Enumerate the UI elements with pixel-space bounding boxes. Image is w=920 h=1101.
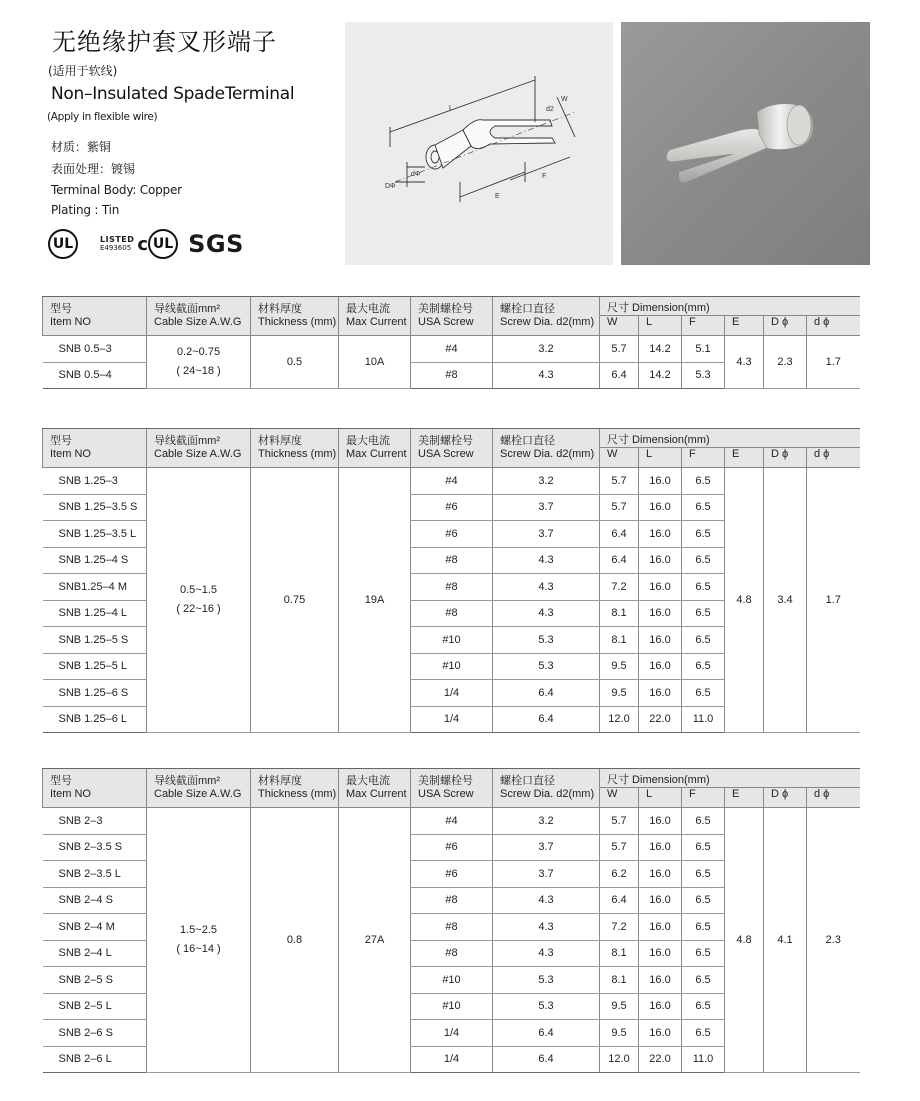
header-thickness-cn: 材料厚度 <box>251 769 339 788</box>
dim-l: 16.0 <box>639 940 682 967</box>
screw-dia: 3.7 <box>493 494 600 521</box>
header-dphi: d ϕ <box>807 788 860 808</box>
dim-f: 6.5 <box>682 1020 725 1047</box>
drawing-label-d2: d2 <box>546 106 554 113</box>
screw-dia: 3.2 <box>493 468 600 495</box>
dim-f: 6.5 <box>682 834 725 861</box>
usa-screw: #8 <box>411 887 493 914</box>
dim-f: 11.0 <box>682 1046 725 1073</box>
header-current-en: Max Current <box>339 316 411 336</box>
header-dphi: d ϕ <box>807 316 860 336</box>
screw-dia: 3.7 <box>493 861 600 888</box>
dim-l: 16.0 <box>639 600 682 627</box>
usa-screw: #8 <box>411 547 493 574</box>
usa-screw: #4 <box>411 468 493 495</box>
screw-dia: 4.3 <box>493 600 600 627</box>
header-model-en: Item NO <box>43 448 147 468</box>
dim-l: 16.0 <box>639 468 682 495</box>
header-e: E <box>725 788 764 808</box>
screw-dia: 5.3 <box>493 653 600 680</box>
header-screw-en: USA Screw <box>411 316 493 336</box>
header-dia-en: Screw Dia. d2(mm) <box>493 788 600 808</box>
header-model-cn: 型号 <box>43 769 147 788</box>
header-w: W <box>600 448 639 468</box>
cable-awg: ( 16~14 ) <box>176 943 221 955</box>
usa-screw: #8 <box>411 362 493 389</box>
dim-w: 5.7 <box>600 834 639 861</box>
dim-f: 6.5 <box>682 574 725 601</box>
dim-l: 16.0 <box>639 1020 682 1047</box>
spec-table-0.5 <box>42 296 860 389</box>
dim-l: 16.0 <box>639 680 682 707</box>
header-dimension: 尺寸 Dimension(mm) <box>600 769 860 788</box>
header-big-dphi: D ϕ <box>764 448 807 468</box>
item-no: SNB 1.25–5 S <box>43 627 147 654</box>
screw-dia: 5.3 <box>493 967 600 994</box>
drawing-label-dphi: dΦ <box>411 171 421 178</box>
usa-screw: #10 <box>411 653 493 680</box>
screw-dia: 4.3 <box>493 362 600 389</box>
header-model-en: Item NO <box>43 788 147 808</box>
header-model-cn: 型号 <box>43 429 147 448</box>
header-cable-cn: 导线截面mm² <box>147 297 251 316</box>
header-current-en: Max Current <box>339 788 411 808</box>
item-no: SNB 0.5–4 <box>43 362 147 389</box>
header-cable-cn: 导线截面mm² <box>147 769 251 788</box>
screw-dia: 6.4 <box>493 680 600 707</box>
dim-dphi: 1.7 <box>807 468 860 733</box>
dim-dphi: 1.7 <box>807 336 860 389</box>
dim-l: 16.0 <box>639 653 682 680</box>
sgs-logo: SGS <box>188 230 244 258</box>
item-no: SNB 2–3 <box>43 808 147 835</box>
header-dia-cn: 螺栓口直径 <box>493 769 600 788</box>
dim-w: 12.0 <box>600 706 639 733</box>
usa-screw: 1/4 <box>411 1046 493 1073</box>
drawing-label-e: E <box>495 193 500 200</box>
item-no: SNB 1.25–3.5 L <box>43 521 147 548</box>
screw-dia: 5.3 <box>493 627 600 654</box>
header-thickness-en: Thickness (mm) <box>251 788 339 808</box>
ul-listed-label: LISTED E493605 <box>100 235 135 252</box>
header-thickness-en: Thickness (mm) <box>251 448 339 468</box>
header-screw-cn: 美制螺栓号 <box>411 769 493 788</box>
dim-l: 16.0 <box>639 967 682 994</box>
dim-f: 5.3 <box>682 362 725 389</box>
cable-size <box>147 808 251 1073</box>
header-cable-en: Cable Size A.W.G <box>147 316 251 336</box>
cable-awg: ( 22~16 ) <box>176 603 221 615</box>
material-en: Terminal Body: Copper <box>51 183 182 197</box>
max-current: 19A <box>339 468 411 733</box>
item-no: SNB 1.25–4 S <box>43 547 147 574</box>
usa-screw: 1/4 <box>411 706 493 733</box>
header-screw-cn: 美制螺栓号 <box>411 429 493 448</box>
screw-dia: 3.7 <box>493 521 600 548</box>
item-no: SNB 1.25–4 L <box>43 600 147 627</box>
dim-w: 9.5 <box>600 653 639 680</box>
usa-screw: #8 <box>411 940 493 967</box>
header-dimension: 尺寸 Dimension(mm) <box>600 297 860 316</box>
header-big-dphi: D ϕ <box>764 316 807 336</box>
drawing-label-f: F <box>542 173 547 180</box>
max-current: 10A <box>339 336 411 389</box>
item-no: SNB1.25–4 M <box>43 574 147 601</box>
spade-terminal-photo <box>621 22 870 265</box>
item-no: SNB 2–4 S <box>43 887 147 914</box>
header-thickness-en: Thickness (mm) <box>251 316 339 336</box>
usa-screw: #6 <box>411 521 493 548</box>
cable-mm2: 0.2~0.75 <box>176 346 221 358</box>
usa-screw: 1/4 <box>411 680 493 707</box>
dim-f: 6.5 <box>682 940 725 967</box>
dim-w: 7.2 <box>600 574 639 601</box>
usa-screw: #6 <box>411 494 493 521</box>
product-photo <box>621 22 870 265</box>
thickness: 0.75 <box>251 468 339 733</box>
dim-l: 16.0 <box>639 494 682 521</box>
usa-screw: #10 <box>411 993 493 1020</box>
dim-w: 6.4 <box>600 521 639 548</box>
header-thickness-cn: 材料厚度 <box>251 429 339 448</box>
dim-w: 6.4 <box>600 362 639 389</box>
header-screw-en: USA Screw <box>411 788 493 808</box>
dim-w: 6.4 <box>600 887 639 914</box>
technical-drawing <box>345 22 613 265</box>
screw-dia: 5.3 <box>493 993 600 1020</box>
drawing-label-w: W <box>561 96 568 103</box>
dim-f: 6.5 <box>682 600 725 627</box>
dim-l: 16.0 <box>639 993 682 1020</box>
dim-big-dphi: 2.3 <box>764 336 807 389</box>
item-no: SNB 0.5–3 <box>43 336 147 363</box>
dim-f: 6.5 <box>682 627 725 654</box>
dim-w: 5.7 <box>600 808 639 835</box>
header-f: F <box>682 448 725 468</box>
material-cn: 材质：紫铜 <box>51 140 112 154</box>
item-no: SNB 2–4 L <box>43 940 147 967</box>
usa-screw: #10 <box>411 967 493 994</box>
screw-dia: 4.3 <box>493 940 600 967</box>
max-current: 27A <box>339 808 411 1073</box>
screw-dia: 3.7 <box>493 834 600 861</box>
dim-w: 5.7 <box>600 468 639 495</box>
header-dia-en: Screw Dia. d2(mm) <box>493 316 600 336</box>
table-row <box>43 336 860 363</box>
dim-l: 16.0 <box>639 914 682 941</box>
usa-screw: #6 <box>411 834 493 861</box>
screw-dia: 4.3 <box>493 887 600 914</box>
header-l: L <box>639 788 682 808</box>
dim-l: 22.0 <box>639 706 682 733</box>
screw-dia: 6.4 <box>493 1020 600 1047</box>
screw-dia: 4.3 <box>493 914 600 941</box>
dim-e: 4.3 <box>725 336 764 389</box>
table-row <box>43 808 860 835</box>
header-dia-cn: 螺栓口直径 <box>493 429 600 448</box>
header-model-en: Item NO <box>43 316 147 336</box>
header-cable-en: Cable Size A.W.G <box>147 448 251 468</box>
usa-screw: #4 <box>411 336 493 363</box>
header-screw-en: USA Screw <box>411 448 493 468</box>
usa-screw: #8 <box>411 574 493 601</box>
dim-f: 6.5 <box>682 993 725 1020</box>
cable-mm2: 1.5~2.5 <box>179 924 217 936</box>
dim-l: 16.0 <box>639 574 682 601</box>
dim-l: 22.0 <box>639 1046 682 1073</box>
header-f: F <box>682 316 725 336</box>
dim-l: 14.2 <box>639 336 682 363</box>
header-w: W <box>600 316 639 336</box>
item-no: SNB 2–4 M <box>43 914 147 941</box>
screw-dia: 6.4 <box>493 706 600 733</box>
dim-f: 6.5 <box>682 914 725 941</box>
dim-l: 16.0 <box>639 808 682 835</box>
header-model-cn: 型号 <box>43 297 147 316</box>
dim-e: 4.8 <box>725 468 764 733</box>
product-title-en: Non–Insulated SpadeTerminal <box>51 84 295 104</box>
cable-size <box>147 336 251 389</box>
c-ul-logo: UL <box>148 229 178 259</box>
usa-screw: #8 <box>411 600 493 627</box>
product-subtitle-en: (Apply in flexible wire) <box>47 111 158 123</box>
item-no: SNB 1.25–6 S <box>43 680 147 707</box>
dim-f: 6.5 <box>682 468 725 495</box>
thickness: 0.5 <box>251 336 339 389</box>
header-f: F <box>682 788 725 808</box>
item-no: SNB 1.25–3.5 S <box>43 494 147 521</box>
dim-f: 11.0 <box>682 706 725 733</box>
item-no: SNB 1.25–3 <box>43 468 147 495</box>
header-l: L <box>639 316 682 336</box>
dim-l: 16.0 <box>639 521 682 548</box>
header-current-en: Max Current <box>339 448 411 468</box>
dim-w: 9.5 <box>600 680 639 707</box>
dim-f: 6.5 <box>682 887 725 914</box>
table-row <box>43 468 860 495</box>
dim-l: 16.0 <box>639 627 682 654</box>
dim-l: 16.0 <box>639 887 682 914</box>
dim-w: 12.0 <box>600 1046 639 1073</box>
dim-w: 7.2 <box>600 914 639 941</box>
dim-f: 6.5 <box>682 653 725 680</box>
cable-awg: ( 24~18 ) <box>176 365 221 377</box>
dim-f: 6.5 <box>682 967 725 994</box>
screw-dia: 6.4 <box>493 1046 600 1073</box>
usa-screw: #8 <box>411 914 493 941</box>
item-no: SNB 2–3.5 L <box>43 861 147 888</box>
item-no: SNB 2–6 S <box>43 1020 147 1047</box>
dim-w: 8.1 <box>600 940 639 967</box>
cable-mm2: 0.5~1.5 <box>179 584 217 596</box>
item-no: SNB 1.25–5 L <box>43 653 147 680</box>
product-title-cn: 无绝缘护套叉形端子 <box>52 28 277 56</box>
screw-dia: 4.3 <box>493 574 600 601</box>
item-no: SNB 2–3.5 S <box>43 834 147 861</box>
dim-l: 16.0 <box>639 861 682 888</box>
dim-e: 4.8 <box>725 808 764 1073</box>
header-dimension: 尺寸 Dimension(mm) <box>600 429 860 448</box>
dim-w: 5.7 <box>600 494 639 521</box>
dim-f: 6.5 <box>682 808 725 835</box>
screw-dia: 3.2 <box>493 336 600 363</box>
header-current-cn: 最大电流 <box>339 297 411 316</box>
dim-w: 8.1 <box>600 600 639 627</box>
dim-f: 6.5 <box>682 521 725 548</box>
cable-size <box>147 468 251 733</box>
usa-screw: #6 <box>411 861 493 888</box>
dim-l: 14.2 <box>639 362 682 389</box>
header-l: L <box>639 448 682 468</box>
dim-l: 16.0 <box>639 547 682 574</box>
header-current-cn: 最大电流 <box>339 769 411 788</box>
screw-dia: 4.3 <box>493 547 600 574</box>
spec-table-1.25 <box>42 428 860 733</box>
header-big-dphi: D ϕ <box>764 788 807 808</box>
drawing-label-big-dphi: DΦ <box>385 183 396 190</box>
item-no: SNB 1.25–6 L <box>43 706 147 733</box>
header-w: W <box>600 788 639 808</box>
dim-w: 8.1 <box>600 967 639 994</box>
product-subtitle-cn: (适用于软线) <box>48 64 118 78</box>
dim-f: 6.5 <box>682 547 725 574</box>
dim-w: 8.1 <box>600 627 639 654</box>
usa-screw: #4 <box>411 808 493 835</box>
item-no: SNB 2–6 L <box>43 1046 147 1073</box>
ul-logo: UL <box>48 229 78 259</box>
header-thickness-cn: 材料厚度 <box>251 297 339 316</box>
item-no: SNB 2–5 L <box>43 993 147 1020</box>
dim-big-dphi: 3.4 <box>764 468 807 733</box>
item-no: SNB 2–5 S <box>43 967 147 994</box>
header-e: E <box>725 448 764 468</box>
dim-dphi: 2.3 <box>807 808 860 1073</box>
dim-w: 9.5 <box>600 993 639 1020</box>
header-dphi: d ϕ <box>807 448 860 468</box>
spec-table-2 <box>42 768 860 1073</box>
header-dia-cn: 螺栓口直径 <box>493 297 600 316</box>
screw-dia: 3.2 <box>493 808 600 835</box>
spade-terminal-drawing <box>345 22 613 265</box>
certification-logos <box>48 226 244 262</box>
usa-screw: 1/4 <box>411 1020 493 1047</box>
header-current-cn: 最大电流 <box>339 429 411 448</box>
thickness: 0.8 <box>251 808 339 1073</box>
header-e: E <box>725 316 764 336</box>
header-screw-cn: 美制螺栓号 <box>411 297 493 316</box>
header-cable-cn: 导线截面mm² <box>147 429 251 448</box>
plating-en: Plating : Tin <box>51 203 120 217</box>
dim-w: 5.7 <box>600 336 639 363</box>
plating-cn: 表面处理：镀锡 <box>51 162 136 176</box>
dim-w: 6.4 <box>600 547 639 574</box>
dim-big-dphi: 4.1 <box>764 808 807 1073</box>
header-cable-en: Cable Size A.W.G <box>147 788 251 808</box>
header-dia-en: Screw Dia. d2(mm) <box>493 448 600 468</box>
dim-w: 6.2 <box>600 861 639 888</box>
dim-l: 16.0 <box>639 834 682 861</box>
drawing-label-l: L <box>449 105 453 112</box>
usa-screw: #10 <box>411 627 493 654</box>
dim-f: 5.1 <box>682 336 725 363</box>
c-ul-prefix: c <box>137 233 149 255</box>
dim-w: 9.5 <box>600 1020 639 1047</box>
dim-f: 6.5 <box>682 494 725 521</box>
dim-f: 6.5 <box>682 861 725 888</box>
dim-f: 6.5 <box>682 680 725 707</box>
